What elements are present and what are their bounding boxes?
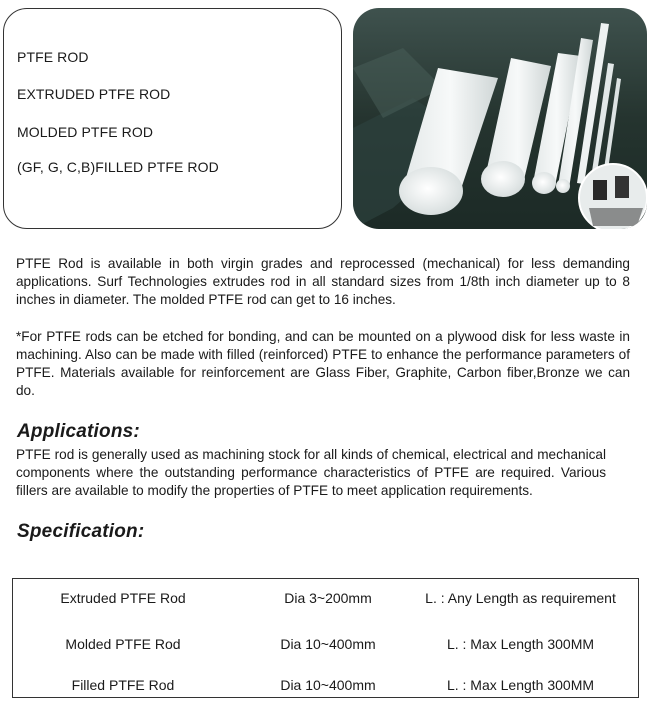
note-paragraph: *For PTFE rods can be etched for bonding, and can be mounted on a plywood disk for less waste in machining. Also can be made with filled (reinforced) PTFE to enhance the performance parameters of PTFE. Materials available for reinforcement are Glass Fiber, Graphite, Carbon fiber,Bronze we can do. [16,329,630,398]
spec-name: Filled PTFE Rod [71,677,175,693]
spec-length: L. : Max Length 300MM [446,636,595,652]
spec-dia: Dia 10~400mm [280,636,376,652]
product-type-ptfe-rod: PTFE ROD [17,49,89,65]
product-type-molded-rod: MOLDED PTFE ROD [17,124,154,140]
spec-name: Extruded PTFE Rod [60,590,186,606]
applications-heading: Applications: [17,421,140,442]
product-type-extruded-rod: EXTRUDED PTFE ROD [17,86,171,102]
spec-dia: Dia 3~200mm [284,590,372,606]
spec-length: L. : Any Length as requirement [425,590,616,606]
intro-paragraph: PTFE Rod is available in both virgin grades and reprocessed (mechanical) for less demanding applications. Surf Technologies extrudes rod in all standard sizes from 1/8th inch diameter up to 8 inches in diameter. The molded PTFE rod can get to 16 inches. [16,256,630,307]
spec-row-extruded [13,590,638,610]
spec-row-molded [13,636,638,656]
ptfe-rods-photo [353,8,647,229]
spec-length: L. : Max Length 300MM [446,677,595,693]
product-type-filled-rod: (GF, G, C,B)FILLED PTFE ROD [17,159,219,175]
specification-table [12,578,639,698]
spec-dia: Dia 10~400mm [280,677,376,693]
product-type-box [3,8,342,229]
applications-paragraph: PTFE rod is generally used as machining stock for all kinds of chemical, electrical and mechanical components where the outstanding performance characteristics of PTFE are required. Various fillers are available to modify the properties of PTFE to meet application requirements. [16,447,606,498]
spec-row-filled [13,677,638,697]
specification-heading: Specification: [17,521,145,542]
spec-name: Molded PTFE Rod [65,636,181,652]
